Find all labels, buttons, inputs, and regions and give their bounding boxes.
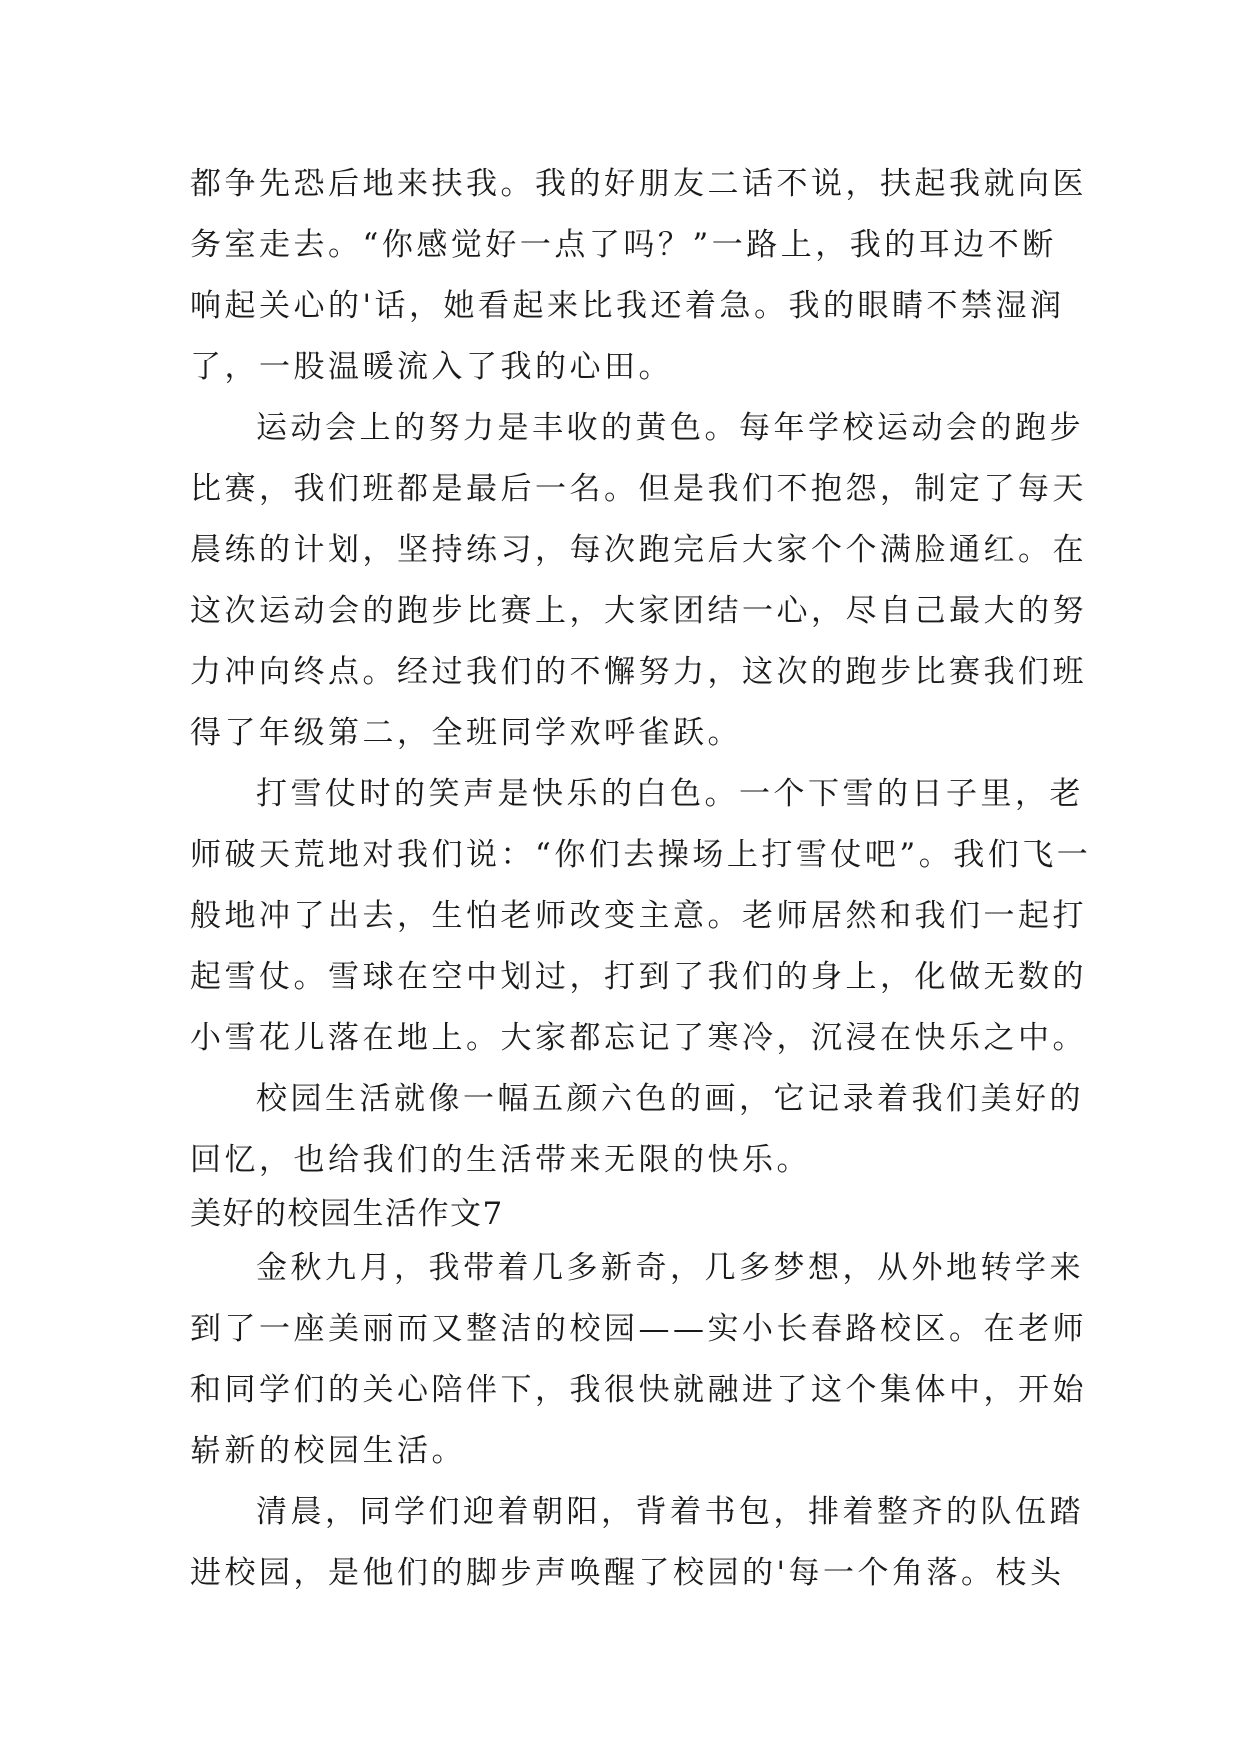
paragraph <box>190 154 1087 398</box>
essay-text <box>190 154 1092 1604</box>
text-line: 了，一股温暖流入了我的心田。 <box>190 349 673 385</box>
text-line: 比赛，我们班都是最后一名。但是我们不抱怨，制定了每天 <box>190 471 1087 507</box>
text-line: 起雪仗。雪球在空中划过，打到了我们的身上，化做无数的 <box>190 959 1087 995</box>
text-line: 般地冲了出去，生怕老师改变主意。老师居然和我们一起打 <box>190 898 1087 934</box>
text-line: 金秋九月，我带着几多新奇，几多梦想，从外地转学来 <box>256 1250 1084 1286</box>
text-line: 响起关心的'话，她看起来比我还着急。我的眼睛不禁湿润 <box>190 288 1065 324</box>
text-line: 都争先恐后地来扶我。我的好朋友二话不说，扶起我就向医 <box>190 166 1087 202</box>
text-line: 运动会上的努力是丰收的黄色。每年学校运动会的跑步 <box>256 410 1084 446</box>
paragraph <box>190 1482 1084 1604</box>
text-line: 回忆，也给我们的生活带来无限的快乐。 <box>190 1142 811 1178</box>
section-heading: 美好的校园生活作文7 <box>190 1196 504 1232</box>
text-line: 小雪花儿落在地上。大家都忘记了寒冷，沉浸在快乐之中。 <box>190 1020 1087 1056</box>
text-line: 这次运动会的跑步比赛上，大家团结一心，尽自己最大的努 <box>190 593 1087 629</box>
paragraph <box>190 1238 1087 1482</box>
text-line: 力冲向终点。经过我们的不懈努力，这次的跑步比赛我们班 <box>190 654 1087 690</box>
text-line: 进校园，是他们的脚步声唤醒了校园的'每一个角落。枝头 <box>190 1555 1065 1591</box>
text-line: 清晨，同学们迎着朝阳，背着书包，排着整齐的队伍踏 <box>256 1494 1084 1530</box>
text-line: 得了年级第二，全班同学欢呼雀跃。 <box>190 715 742 751</box>
paragraph <box>190 398 1087 764</box>
text-line: 师破天荒地对我们说：“你们去操场上打雪仗吧”。我们飞一 <box>190 837 1092 873</box>
text-line: 崭新的校园生活。 <box>190 1433 466 1469</box>
text-line: 校园生活就像一幅五颜六色的画，它记录着我们美好的 <box>256 1081 1084 1117</box>
text-line: 和同学们的关心陪伴下，我很快就融进了这个集体中，开始 <box>190 1372 1087 1408</box>
paragraph <box>190 764 1092 1069</box>
text-line: 到了一座美丽而又整洁的校园——实小长春路校区。在老师 <box>190 1311 1087 1347</box>
paragraph <box>190 1069 1084 1191</box>
text-line: 务室走去。“你感觉好一点了吗？”一路上，我的耳边不断 <box>190 227 1057 263</box>
text-line: 打雪仗时的笑声是快乐的白色。一个下雪的日子里，老 <box>256 776 1084 812</box>
text-line: 晨练的计划，坚持练习，每次跑完后大家个个满脸通红。在 <box>190 532 1087 568</box>
